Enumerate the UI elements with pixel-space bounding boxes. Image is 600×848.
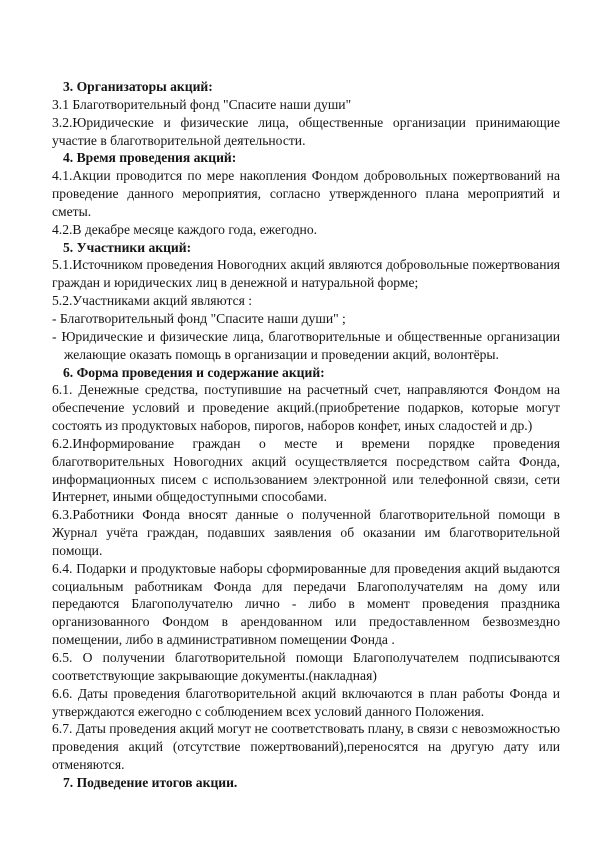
list-item-fund: - Благотворительный фонд "Спасите наши души" ; xyxy=(52,310,346,326)
clause-6-4: 6.4. Подарки и продуктовые наборы сформированные для проведения акций выдаются социальным работникам Фонда для передачи Благополучателям на дому или передаются Благополучателю лично - либо в момент проведения праздника организованного Фондом в арендованном или предоставленном безвозмездно помещении, либо в административном помещении Фонда . xyxy=(52,560,560,648)
clause-6-6: 6.6. Даты проведения благотворительной акций включаются в план работы Фонда и утверждаются ежегодно с соблюдением всех условий данного Положения. xyxy=(52,685,560,719)
clause-6-5: 6.5. О получении благотворительной помощи Благополучателем подписываются соответствующие закрывающие документы.(накладная) xyxy=(52,650,560,683)
clause-6-1: 6.1. Денежные средства, поступившие на расчетный счет, направляются Фондом на обеспечение условий и проведение акций.(приобретение подарков, которые могут состоять из продуктовых наборов, пирогов, наборов конфет, иных сладостей и др.) xyxy=(52,382,560,434)
section-heading-5: 5. Участники акций: xyxy=(63,239,192,255)
clause-5-2: 5.2.Участниками акций являются : xyxy=(52,293,253,309)
clause-4-2: 4.2.В декабре месяце каждого года, ежегодно. xyxy=(52,221,318,237)
clause-6-2: 6.2.Информирование граждан о месте и времени порядке проведения благотворительных Новогодних акций осуществляется посредством сайта Фонда, информационных писем с использованием электронной или телефонной связи, сети Интернет, иными общедоступными способами. xyxy=(52,435,560,505)
section-heading-6: 6. Форма проведения и содержание акций: xyxy=(63,364,325,380)
section-heading-3: 3. Организаторы акций: xyxy=(63,79,213,94)
section-heading-7: 7. Подведение итогов акции. xyxy=(63,774,238,790)
clause-5-1: 5.1.Источником проведения Новогодних акций являются добровольные пожертвования граждан и юридических лиц в денежной и натуральной форме; xyxy=(52,257,560,291)
clause-3-1: 3.1 Благотворительный фонд "Спасите наши души" xyxy=(52,96,352,112)
clause-6-3: 6.3.Работники Фонда вносят данные о полученной благотворительной помощи в Журнал учёта граждан, подавших заявления об оказании им благотворительной помощи. xyxy=(52,507,560,558)
list-item-organizations: - Юридические и физические лица, благотворительные и общественные организации желающие оказать помощь в организации и проведении акций, волонтёры. xyxy=(52,328,560,362)
clause-3-2: 3.2.Юридические и физические лица, общественные организации принимающие участие в благотворительной деятельности. xyxy=(52,114,560,148)
clause-6-7: 6.7. Даты проведения акций могут не соответствовать плану, в связи с невозможностью проведения акций (отсутствие пожертвований),переносятся на другую дату или отменяются. xyxy=(52,721,560,773)
clause-4-1: 4.1.Акции проводится по мере накопления Фондом добровольных пожертвований на проведение данного мероприятия, согласно утвержденного плана мероприятий и сметы. xyxy=(52,168,560,219)
section-heading-4: 4. Время проведения акций: xyxy=(63,150,237,166)
document-body xyxy=(52,78,560,792)
